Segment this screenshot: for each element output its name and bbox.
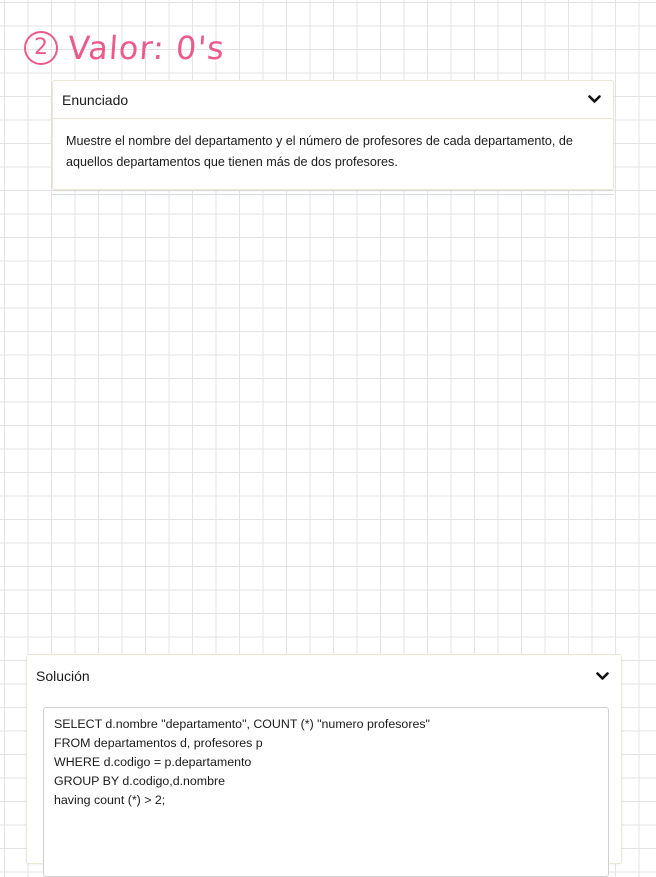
code-line: having count (*) > 2; — [54, 793, 166, 807]
chevron-down-icon[interactable] — [585, 91, 603, 109]
solucion-header[interactable] — [27, 655, 621, 697]
solucion-title: Solución — [36, 668, 90, 684]
code-line: SELECT d.nombre "departamento", COUNT (*) "numero profesores" — [54, 717, 430, 731]
enunciado-body — [53, 119, 613, 173]
code-line: WHERE d.codigo = p.departamento — [54, 755, 252, 769]
code-line: GROUP BY d.codigo,d.nombre — [54, 774, 226, 788]
solution-code-box[interactable] — [43, 707, 609, 877]
enunciado-panel — [52, 80, 614, 190]
enunciado-title: Enunciado — [62, 91, 129, 108]
solucion-panel — [26, 654, 622, 864]
circled-number: 2 — [24, 31, 58, 65]
divider — [52, 194, 614, 195]
chevron-down-icon[interactable] — [593, 667, 611, 685]
code-line: FROM departamentos d, profesores p — [54, 736, 263, 750]
enunciado-text-line-1: Muestre el nombre del departamento y el número de profesores de cada departamento, de — [66, 134, 573, 148]
enunciado-text-line-2: aquellos departamentos que tienen más de dos profesores. — [66, 155, 398, 169]
value-annotation: Valor: 0's — [66, 29, 227, 67]
enunciado-header[interactable] — [53, 81, 613, 119]
handwritten-annotation — [24, 24, 225, 72]
